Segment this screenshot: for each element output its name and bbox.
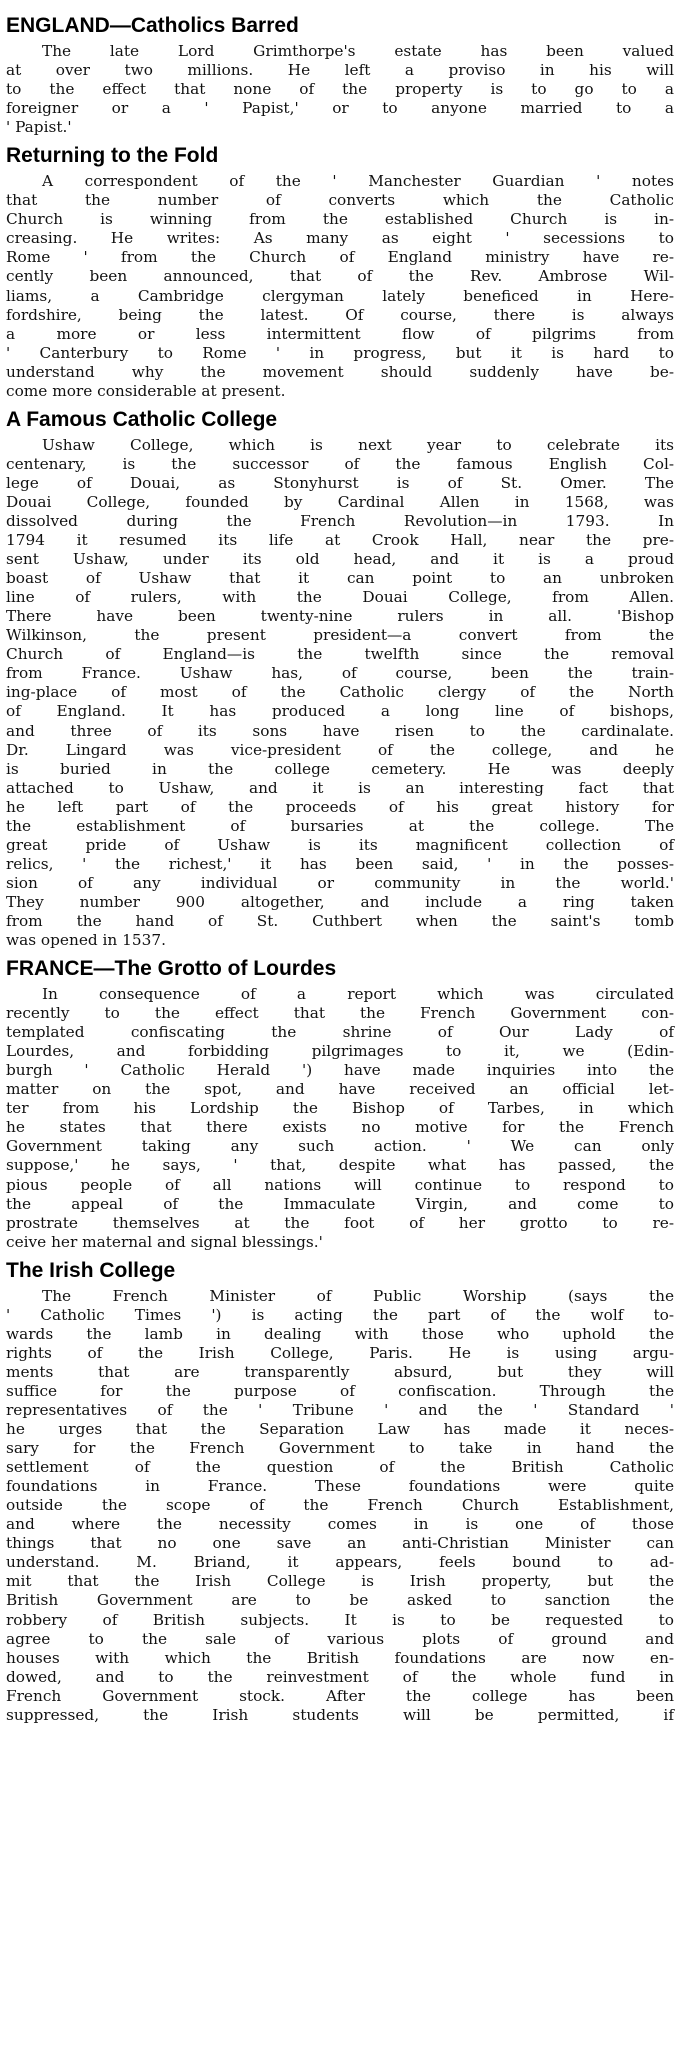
- article-england-catholics-barred: [6, 12, 674, 137]
- text-line: boast of Ushaw that it can point to an unbroken: [6, 569, 674, 588]
- text-line: recently to the effect that the French Government con-: [6, 1004, 674, 1023]
- text-line: sent Ushaw, under its old head, and it is a proud: [6, 550, 674, 569]
- article-body: [6, 985, 674, 1252]
- text-line: of England. It has produced a long line of bishops,: [6, 702, 674, 721]
- article-heading: FRANCE—The Grotto of Lourdes: [6, 957, 337, 981]
- text-line: dissolved during the French Revolution—in 1793. In: [6, 511, 674, 530]
- text-line: attached to Ushaw, and it is an interesting fact that: [6, 778, 674, 797]
- text-line: was opened in 1537.: [6, 931, 166, 950]
- text-line: Douai College, founded by Cardinal Allen in 1568, was: [6, 492, 674, 511]
- text-line: templated confiscating the shrine of Our Lady of: [6, 1023, 674, 1042]
- article-irish-college: [6, 1257, 674, 1725]
- text-line: Government taking any such action. ' We can only: [6, 1137, 674, 1156]
- text-line: and where the necessity comes in is one of those: [6, 1515, 674, 1534]
- text-line: foreigner or a ' Papist,' or to anyone married to a: [6, 99, 674, 118]
- text-line: representatives of the ' Tribune ' and the ' Standard ': [6, 1401, 674, 1419]
- text-line: robbery of British subjects. It is to be requested to: [6, 1610, 674, 1629]
- text-line: he states that there exists no motive for the French: [6, 1118, 674, 1137]
- article-heading: A Famous Catholic College: [6, 407, 278, 431]
- text-line: dowed, and to the reinvestment of the whole fund in: [6, 1667, 674, 1686]
- text-line: mit that the Irish College is Irish property, but the: [6, 1572, 674, 1591]
- text-line: is buried in the college cemetery. He was deeply: [6, 759, 674, 778]
- text-line: In consequence of a report which was circulated: [42, 985, 674, 1004]
- text-line: Church is winning from the established Church is in-: [6, 210, 674, 229]
- article-body: [6, 172, 674, 401]
- text-line: Lourdes, and forbidding pilgrimages to it, we (Edin-: [6, 1042, 674, 1061]
- text-line: sary for the French Government to take in hand the: [6, 1439, 674, 1458]
- text-line: he left part of the proceeds of his great history for: [6, 797, 674, 816]
- text-line: Rome ' from the Church of England ministry have re-: [6, 248, 674, 267]
- text-line: lege of Douai, as Stonyhurst is of St. Omer. The: [6, 473, 674, 492]
- text-line: things that no one save an anti-Christian Minister can: [6, 1534, 674, 1553]
- text-line: burgh ' Catholic Herald ') have made inquiries into the: [6, 1061, 674, 1080]
- text-line: agree to the sale of various plots of ground and: [6, 1629, 674, 1648]
- text-line: cently been announced, that of the Rev. Ambrose Wil-: [6, 267, 674, 286]
- text-line: foundations in France. These foundations were quite: [6, 1477, 674, 1496]
- text-line: wards the lamb in dealing with those who uphold the: [6, 1324, 674, 1343]
- text-line: great pride of Ushaw is its magnificent collection of: [6, 835, 674, 854]
- text-line: 1794 it resumed its life at Crook Hall, near the pre-: [6, 531, 674, 550]
- newspaper-column: [6, 12, 674, 1730]
- text-line: and three of its sons have risen to the cardinalate.: [6, 721, 674, 740]
- text-line: suppressed, the Irish students will be permitted, if: [6, 1705, 674, 1724]
- text-line: suffice for the purpose of confiscation. Through the: [6, 1381, 674, 1400]
- text-line: line of rulers, with the Douai College, from Allen.: [6, 588, 674, 607]
- text-line: ' Papist.': [6, 118, 72, 137]
- text-line: pious people of all nations will continue to respond to: [6, 1175, 674, 1194]
- article-famous-catholic-college: [6, 406, 674, 950]
- text-line: relics, ' the richest,' it has been said, ' in the posses-: [6, 854, 674, 873]
- text-line: the establishment of bursaries at the college. The: [6, 816, 674, 835]
- text-line: fordshire, being the latest. Of course, there is always: [6, 305, 674, 324]
- article-heading: The Irish College: [6, 1258, 176, 1282]
- text-line: from France. Ushaw has, of course, been the train-: [6, 664, 674, 683]
- text-line: Ushaw College, which is next year to celebrate its: [42, 435, 674, 454]
- text-line: Church of England—is the twelfth since the removal: [6, 645, 674, 664]
- text-line: ' Catholic Times ') is acting the part of the wolf to-: [6, 1305, 674, 1324]
- text-line: understand why the movement should suddenly have be-: [6, 362, 674, 381]
- text-line: They number 900 altogether, and include a ring taken: [6, 892, 674, 911]
- text-line: at over two millions. He left a proviso in his will: [6, 61, 674, 80]
- article-body: [6, 42, 674, 137]
- text-line: ceive her maternal and signal blessings.': [6, 1232, 323, 1251]
- text-line: A correspondent of the ' Manchester Guardian ' notes: [42, 172, 674, 191]
- text-line: creasing. He writes: As many as eight ' secessions to: [6, 229, 674, 248]
- text-line: ing-place of most of the Catholic clergy of the North: [6, 683, 674, 702]
- text-line: ments that are transparently absurd, but they will: [6, 1362, 674, 1381]
- text-line: understand. M. Briand, it appears, feels bound to ad-: [6, 1553, 674, 1572]
- text-line: suppose,' he says, ' that, despite what has passed, the: [6, 1156, 674, 1175]
- text-line: sion of any individual or community in the world.': [6, 873, 674, 892]
- article-heading: ENGLAND—Catholics Barred: [6, 14, 299, 37]
- text-line: rights of the Irish College, Paris. He is using argu-: [6, 1343, 674, 1362]
- text-line: Wilkinson, the present president—a convert from the: [6, 626, 674, 645]
- text-line: ' Canterbury to Rome ' in progress, but it is hard to: [6, 343, 674, 362]
- text-line: outside the scope of the French Church Establishment,: [6, 1496, 674, 1515]
- text-line: Dr. Lingard was vice-president of the college, and he: [6, 740, 674, 759]
- text-line: The French Minister of Public Worship (says the: [42, 1286, 674, 1305]
- text-line: to the effect that none of the property is to go to a: [6, 80, 674, 99]
- article-body: [6, 436, 674, 950]
- text-line: liams, a Cambridge clergyman lately beneficed in Here-: [6, 286, 674, 305]
- text-line: from the hand of St. Cuthbert when the saint's tomb: [6, 911, 674, 930]
- text-line: British Government are to be asked to sanction the: [6, 1591, 674, 1610]
- text-line: houses with which the British foundations are now en-: [6, 1648, 674, 1667]
- text-line: he urges that the Separation Law has made it neces-: [6, 1420, 674, 1439]
- text-line: settlement of the question of the British Catholic: [6, 1458, 674, 1477]
- text-line: a more or less intermittent flow of pilgrims from: [6, 324, 674, 343]
- text-line: prostrate themselves at the foot of her grotto to re-: [6, 1213, 674, 1232]
- text-line: centenary, is the successor of the famous English Col-: [6, 454, 674, 473]
- text-line: The late Lord Grimthorpe's estate has been valued: [42, 42, 674, 60]
- text-line: There have been twenty-nine rulers in all. 'Bishop: [6, 607, 674, 626]
- text-line: French Government stock. After the college has been: [6, 1686, 674, 1705]
- article-heading: Returning to the Fold: [6, 144, 219, 168]
- text-line: ter from his Lordship the Bishop of Tarbes, in which: [6, 1099, 674, 1118]
- text-line: come more considerable at present.: [6, 381, 286, 400]
- text-line: that the number of converts which the Catholic: [6, 191, 674, 210]
- text-line: the appeal of the Immaculate Virgin, and come to: [6, 1194, 674, 1213]
- article-body: [6, 1287, 674, 1725]
- article-returning-to-the-fold: [6, 142, 674, 401]
- article-grotto-of-lourdes: [6, 955, 674, 1252]
- text-line: matter on the spot, and have received an official let-: [6, 1080, 674, 1099]
